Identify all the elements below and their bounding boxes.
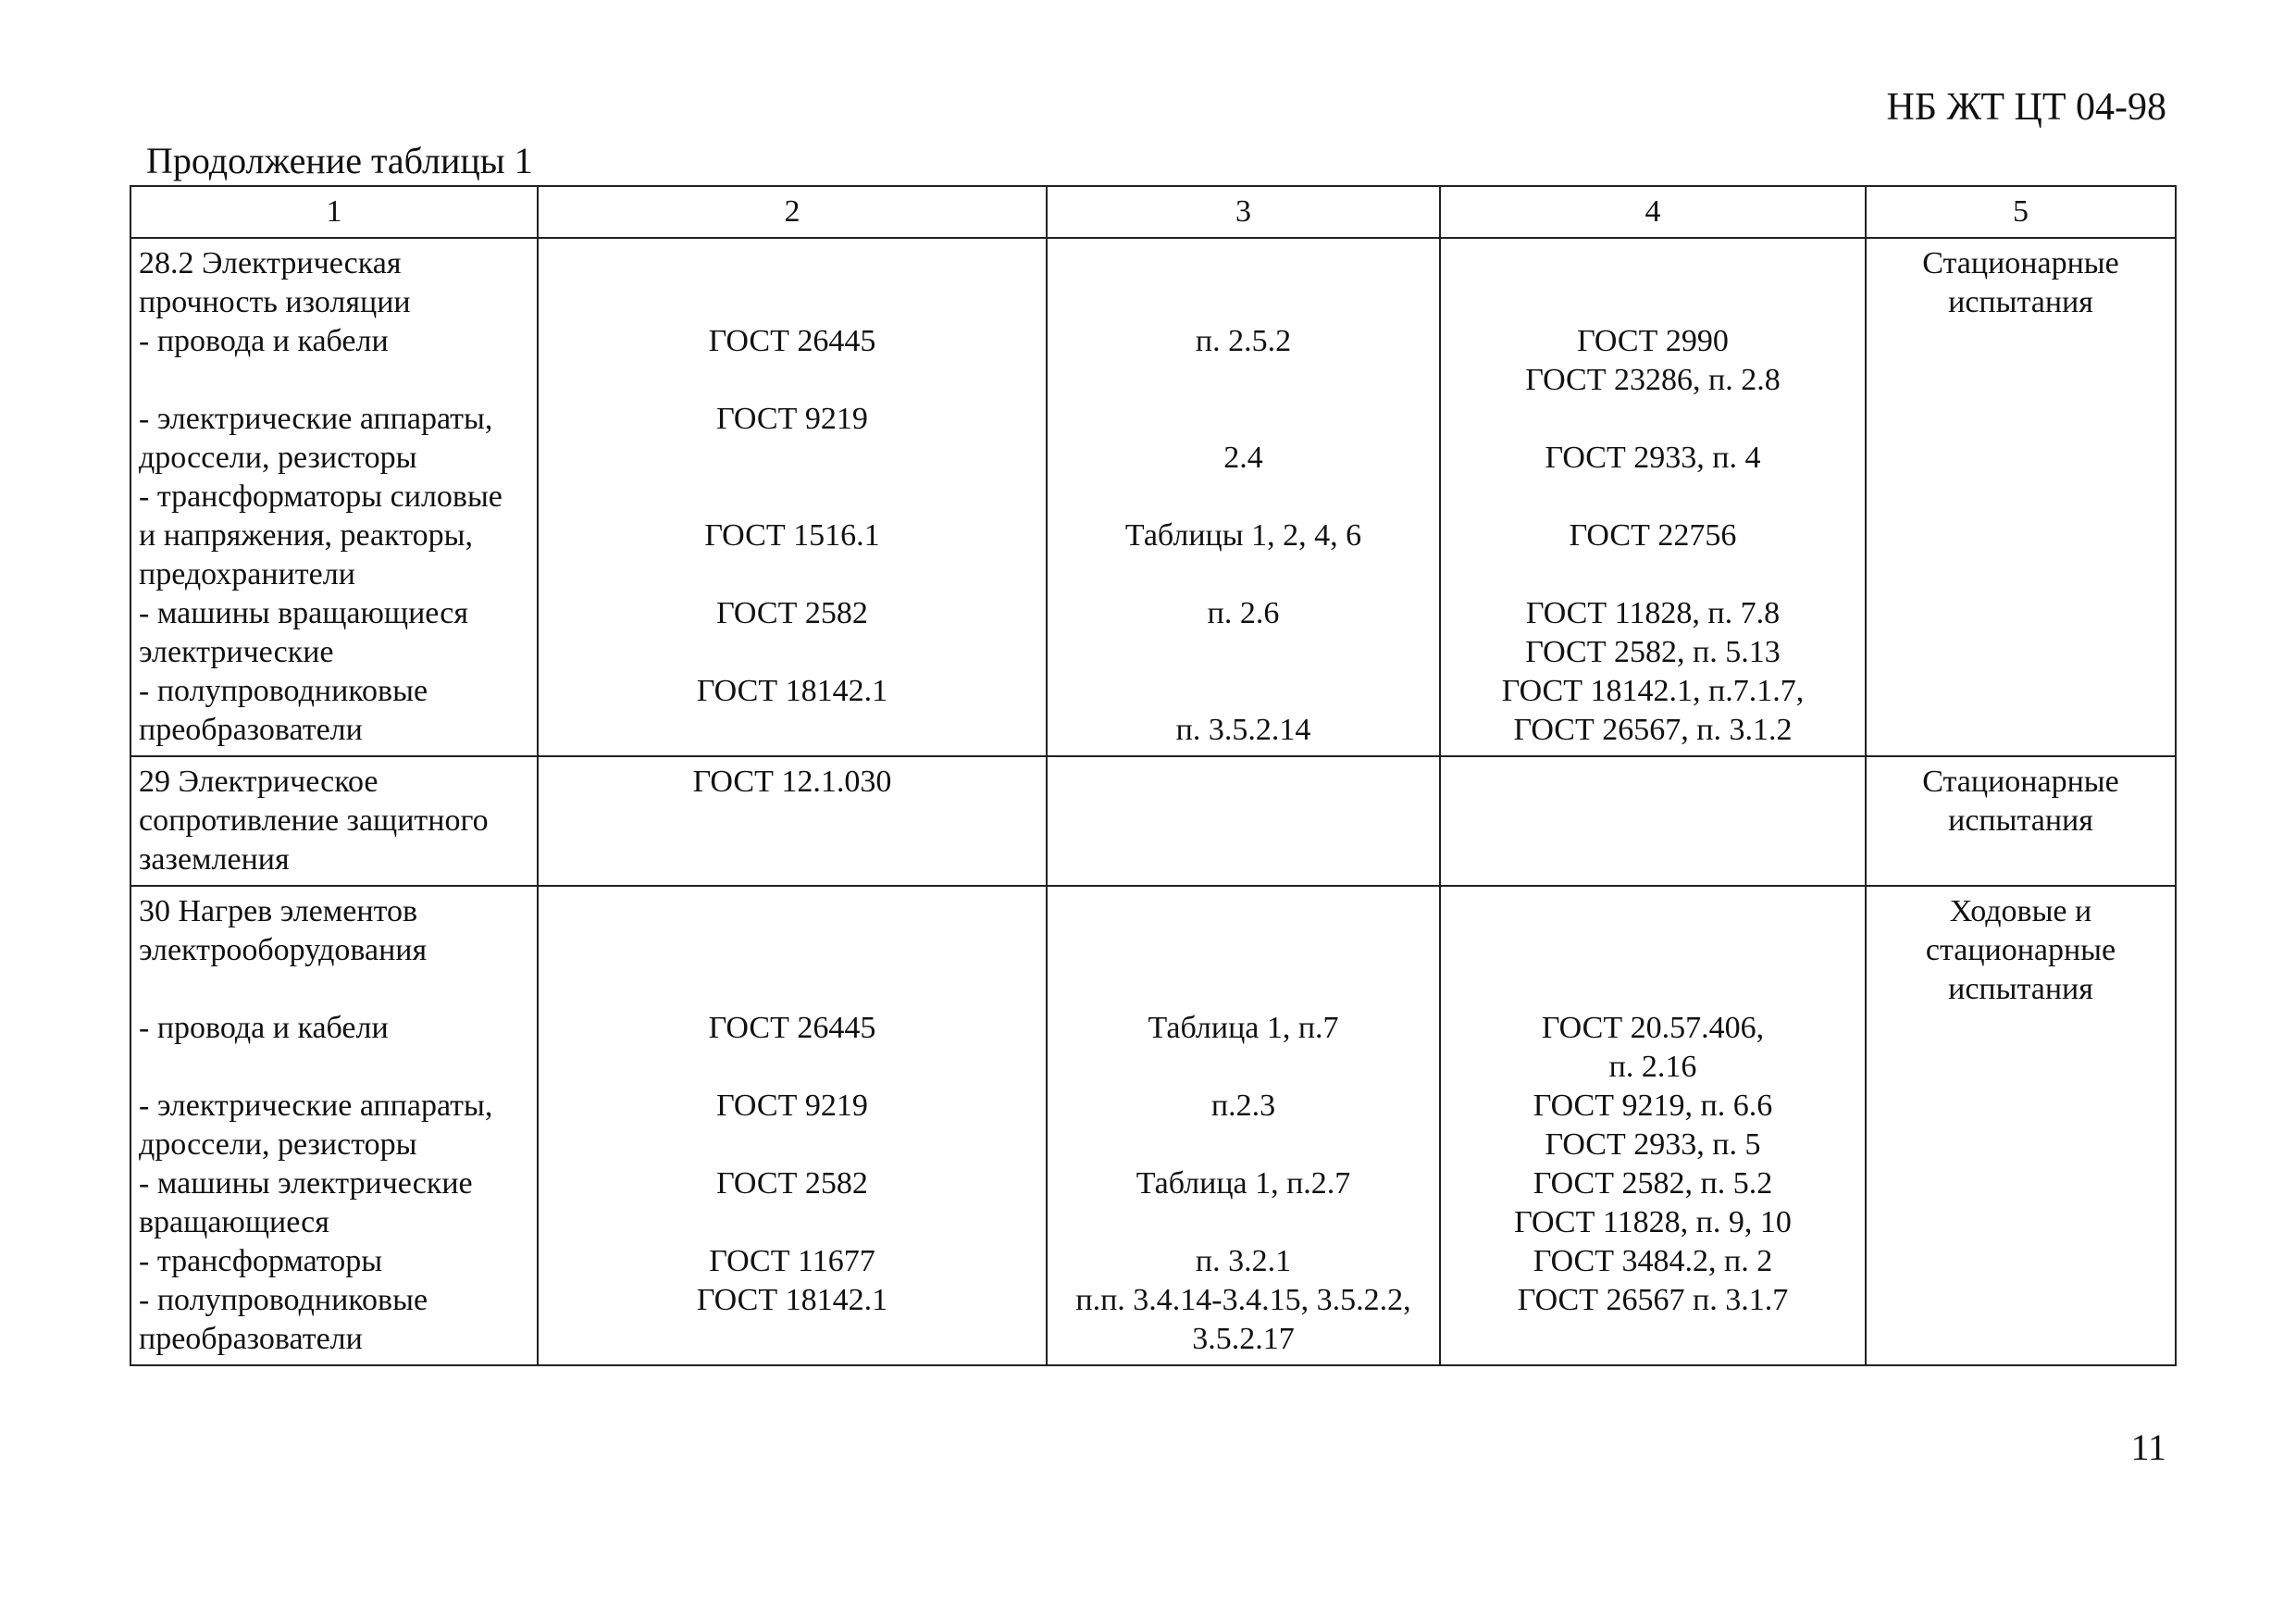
table-caption: Продолжение таблицы 1	[146, 140, 533, 181]
cell-test-method	[1440, 886, 1866, 1365]
cell-line	[1055, 361, 1432, 400]
cell-line: ГОСТ 26567 п. 3.1.7	[1517, 1283, 1789, 1317]
cell-line	[1055, 931, 1432, 970]
data-table	[130, 185, 2177, 1366]
cell-norm-document	[538, 238, 1047, 756]
cell-line: ГОСТ 11677	[709, 1244, 875, 1278]
cell-line	[1874, 711, 2167, 750]
column-header-2: 2	[538, 186, 1047, 238]
cell-line: ГОСТ 9219, п. 6.6	[1533, 1089, 1773, 1123]
cell-line	[1055, 633, 1432, 672]
cell-line: - электрические аппараты,	[139, 1089, 493, 1123]
cell-line	[546, 1320, 1038, 1359]
cell-line	[1874, 672, 2167, 711]
table-row-30	[130, 886, 2176, 1365]
cell-norm-document	[538, 886, 1047, 1365]
cell-line: Ходовые и	[1949, 894, 2092, 928]
cell-line	[139, 1048, 529, 1087]
cell-test-type	[1866, 886, 2176, 1365]
cell-indicator	[130, 756, 538, 886]
cell-line	[1055, 244, 1432, 283]
cell-line: - полупроводниковые	[139, 1283, 428, 1317]
cell-line	[1448, 763, 1857, 802]
cell-line: - машины вращающиеся	[139, 596, 468, 630]
cell-line: ГОСТ 26567, п. 3.1.2	[1513, 713, 1793, 747]
cell-line: ГОСТ 26445	[708, 1011, 876, 1045]
column-header-1: 1	[130, 186, 538, 238]
cell-line: ГОСТ 2582	[716, 1166, 868, 1201]
cell-line: - провода и кабели	[139, 1011, 389, 1045]
cell-line	[1055, 763, 1432, 802]
cell-test-type	[1866, 756, 2176, 886]
cell-line: 2.4	[1223, 441, 1263, 475]
cell-line: ГОСТ 2990	[1577, 324, 1729, 358]
cell-line	[1874, 1320, 2167, 1359]
cell-line	[1874, 840, 2167, 879]
cell-line: п. 2.16	[1608, 1050, 1697, 1084]
cell-norm-clause	[1047, 238, 1440, 756]
cell-line: ГОСТ 9219	[716, 1089, 868, 1123]
cell-line: ГОСТ 12.1.030	[692, 765, 892, 799]
cell-line: ГОСТ 23286, п. 2.8	[1525, 363, 1781, 397]
cell-line	[1874, 1281, 2167, 1320]
cell-line	[546, 1048, 1038, 1087]
cell-line: ГОСТ 11828, п. 7.8	[1525, 596, 1781, 630]
column-header-5: 5	[1866, 186, 2176, 238]
cell-line	[1055, 555, 1432, 594]
cell-line: Стационарные	[1922, 246, 2119, 280]
cell-line	[1874, 594, 2167, 633]
cell-line: ГОСТ 18142.1	[696, 1283, 888, 1317]
cell-line	[1055, 672, 1432, 711]
cell-line: п.2.3	[1210, 1089, 1276, 1123]
cell-line: 30 Нагрев элементов	[139, 894, 418, 928]
cell-line: дроссели, резисторы	[139, 1127, 417, 1162]
cell-line: - трансформаторы силовые	[139, 479, 503, 514]
cell-line: испытания	[1948, 803, 2093, 838]
cell-indicator	[130, 886, 538, 1365]
cell-norm-clause	[1047, 886, 1440, 1365]
cell-line	[1055, 892, 1432, 931]
cell-line	[139, 970, 529, 1009]
table-row-28-2	[130, 238, 2176, 756]
cell-line	[546, 840, 1038, 879]
cell-line	[1448, 400, 1857, 439]
cell-line: преобразователи	[139, 1322, 363, 1356]
cell-line	[1448, 478, 1857, 517]
cell-line: ГОСТ 2933, п. 5	[1545, 1127, 1761, 1162]
cell-line	[546, 478, 1038, 517]
cell-line	[546, 1203, 1038, 1242]
cell-line: Стационарные	[1922, 765, 2119, 799]
cell-line	[1448, 802, 1857, 840]
document-code: НБ ЖТ ЦТ 04-98	[1886, 86, 2166, 129]
cell-line	[1874, 1048, 2167, 1087]
cell-line: - полупроводниковые	[139, 674, 428, 708]
cell-line	[1874, 1009, 2167, 1048]
cell-line	[1874, 439, 2167, 478]
cell-line	[1448, 1320, 1857, 1359]
cell-line: 3.5.2.17	[1192, 1322, 1295, 1356]
cell-line	[1055, 1126, 1432, 1164]
cell-line	[546, 970, 1038, 1009]
cell-line: ГОСТ 2582, п. 5.2	[1533, 1166, 1773, 1201]
cell-norm-clause	[1047, 756, 1440, 886]
cell-test-type	[1866, 238, 2176, 756]
cell-line: стационарные	[1925, 933, 2116, 967]
cell-line	[1448, 931, 1857, 970]
cell-line: ГОСТ 1516.1	[704, 518, 880, 553]
cell-line: и напряжения, реакторы,	[139, 518, 473, 553]
cell-line	[139, 361, 529, 400]
cell-line	[1448, 892, 1857, 931]
cell-line	[1055, 970, 1432, 1009]
cell-line	[1874, 1164, 2167, 1203]
cell-line	[546, 1126, 1038, 1164]
cell-line: п. 2.6	[1207, 596, 1280, 630]
cell-line: 28.2 Электрическая	[139, 246, 402, 280]
cell-line	[1055, 802, 1432, 840]
cell-line	[546, 283, 1038, 322]
cell-line: заземления	[139, 842, 290, 877]
cell-line	[546, 711, 1038, 750]
table-header-row	[130, 186, 2176, 238]
cell-line: ГОСТ 2582	[716, 596, 868, 630]
cell-line: - электрические аппараты,	[139, 402, 493, 436]
cell-line: преобразователи	[139, 713, 363, 747]
cell-line: - провода и кабели	[139, 324, 389, 358]
cell-line	[1874, 478, 2167, 517]
cell-line: электрические	[139, 635, 334, 669]
cell-line	[1874, 361, 2167, 400]
cell-line	[546, 802, 1038, 840]
cell-line: п. 2.5.2	[1195, 324, 1292, 358]
cell-line	[1874, 1126, 2167, 1164]
cell-line	[1874, 555, 2167, 594]
cell-line: п. 3.5.2.14	[1175, 713, 1311, 747]
cell-line	[1448, 244, 1857, 283]
cell-line	[546, 244, 1038, 283]
cell-line	[1874, 1242, 2167, 1281]
cell-line	[1874, 517, 2167, 555]
cell-line: сопротивление защитного	[139, 803, 489, 838]
cell-line: вращающиеся	[139, 1205, 329, 1239]
cell-line: предохранители	[139, 557, 355, 591]
table-row-29	[130, 756, 2176, 886]
cell-line	[1448, 970, 1857, 1009]
cell-line: электрооборудования	[139, 933, 428, 967]
cell-norm-document	[538, 756, 1047, 886]
cell-line	[1055, 400, 1432, 439]
cell-line: ГОСТ 26445	[708, 324, 876, 358]
cell-line: ГОСТ 11828, п. 9, 10	[1514, 1205, 1792, 1239]
cell-line: ГОСТ 2933, п. 4	[1545, 441, 1761, 475]
cell-line: дроссели, резисторы	[139, 441, 417, 475]
cell-line	[1874, 322, 2167, 361]
cell-line	[546, 361, 1038, 400]
cell-line	[1055, 283, 1432, 322]
cell-line: испытания	[1948, 285, 2093, 319]
cell-line: ГОСТ 9219	[716, 402, 868, 436]
cell-line: ГОСТ 20.57.406,	[1541, 1011, 1765, 1045]
cell-line: - машины электрические	[139, 1166, 473, 1201]
column-header-3: 3	[1047, 186, 1440, 238]
cell-line: ГОСТ 2582, п. 5.13	[1525, 635, 1781, 669]
cell-line	[546, 555, 1038, 594]
cell-line	[1874, 633, 2167, 672]
cell-line	[1874, 1203, 2167, 1242]
cell-line: ГОСТ 22756	[1569, 518, 1737, 553]
cell-line: п.п. 3.4.14-3.4.15, 3.5.2.2,	[1075, 1283, 1411, 1317]
page-number: 11	[2130, 1426, 2166, 1468]
cell-test-method	[1440, 756, 1866, 886]
cell-line	[546, 633, 1038, 672]
cell-line: ГОСТ 18142.1, п.7.1.7,	[1501, 674, 1805, 708]
cell-line	[546, 931, 1038, 970]
cell-line	[1055, 840, 1432, 879]
cell-line: испытания	[1948, 972, 2093, 1006]
cell-line: 29 Электрическое	[139, 765, 379, 799]
cell-line: прочность изоляции	[139, 285, 411, 319]
cell-indicator	[130, 238, 538, 756]
cell-line: Таблица 1, п.7	[1148, 1011, 1339, 1045]
cell-line: Таблица 1, п.2.7	[1136, 1166, 1351, 1201]
cell-line	[1055, 478, 1432, 517]
cell-test-method	[1440, 238, 1866, 756]
cell-line	[546, 892, 1038, 931]
cell-line	[1055, 1203, 1432, 1242]
cell-line: - трансформаторы	[139, 1244, 383, 1278]
cell-line: Таблицы 1, 2, 4, 6	[1124, 518, 1362, 553]
cell-line	[1448, 283, 1857, 322]
cell-line: п. 3.2.1	[1195, 1244, 1292, 1278]
cell-line	[1448, 840, 1857, 879]
cell-line	[1448, 555, 1857, 594]
cell-line	[1874, 400, 2167, 439]
cell-line: ГОСТ 18142.1	[696, 674, 888, 708]
cell-line	[546, 439, 1038, 478]
cell-line: ГОСТ 3484.2, п. 2	[1533, 1244, 1773, 1278]
cell-line	[1055, 1048, 1432, 1087]
cell-line	[1874, 1087, 2167, 1126]
column-header-4: 4	[1440, 186, 1866, 238]
